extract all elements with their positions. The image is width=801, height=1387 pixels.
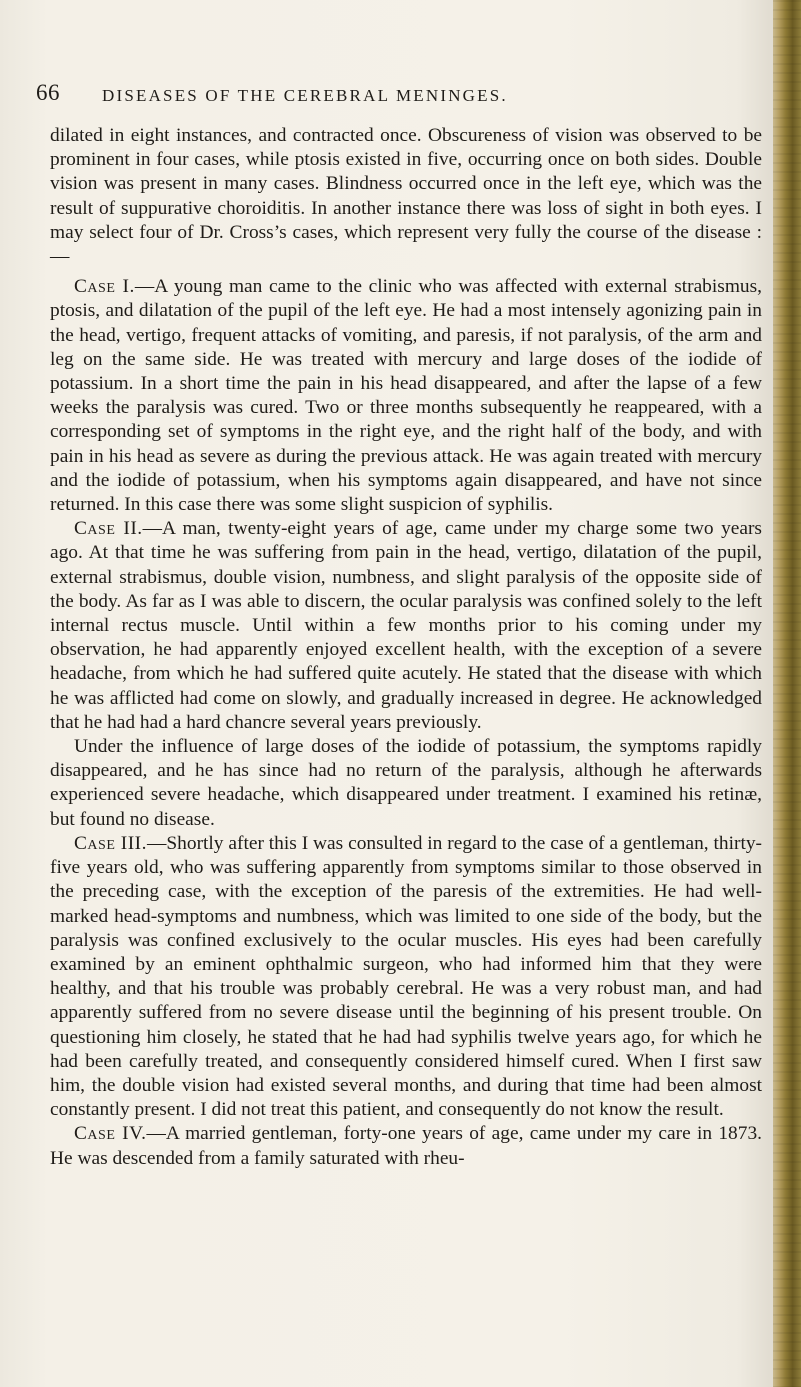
- paragraph-case-2-continued: [50, 735, 762, 832]
- page-number: 66: [36, 80, 60, 105]
- case-2-continued-text: Under the influence of large doses of the iodide of potassium, the symptoms rapidly disappeared, and he has since had no return of the paralysis, although he afterwards experienced severe headache, which disappeared under treatment. I examined his retinæ, but found no disease.: [50, 736, 762, 830]
- book-spine-edge: [773, 0, 801, 1387]
- paragraph-case-4: [50, 1122, 762, 1170]
- paragraph-case-2: [50, 517, 762, 735]
- case-1-text: —A young man came to the clinic who was affected with external strabismus, ptosis, and dilatation of the pupil of the left eye. He had a most intensely agonizing pain in the head, vertigo, frequent attacks of vomiting, and paresis, if not paralysis, of the arm and leg on the same side. He was treated with mercury and large doses of the iodide of potassium. In a short time the pain in his head disappeared, and after the lapse of a few weeks the paralysis was cured. Two or three months subsequently he reappeared, with a corresponding set of symptoms in the right eye, and the right half of the body, and with pain in his head as severe as during the previous attack. He was again treated with mercury and the iodide of potassium, when his symptoms again disappeared, and have not since returned. In this case there was some slight suspicion of syphilis.: [50, 276, 762, 516]
- paragraph-intro: [50, 124, 762, 269]
- case-1-label: Case I.: [74, 276, 135, 298]
- body-text: [50, 124, 762, 1171]
- page-header: [36, 80, 756, 110]
- case-4-text: —A married gentleman, forty-one years of age, came under my care in 1873. He was descended from a family saturated with rheu-: [50, 1123, 762, 1169]
- case-2-label: Case II.: [74, 518, 143, 540]
- paragraph-case-1: [50, 275, 762, 517]
- paragraph-intro-text: dilated in eight instances, and contracted once. Obscureness of vision was observed to be prominent in four cases, while ptosis existed in five, occurring once on both sides. Double vision was present in many cases. Blindness occurred once in the left eye, which was the result of suppurative choroiditis. In another instance there was loss of sight in both eyes. I may select four of Dr. Cross’s cases, which represent very fully the course of the disease :—: [50, 125, 762, 268]
- case-4-label: Case IV.: [74, 1123, 147, 1145]
- case-3-label: Case III.: [74, 832, 147, 854]
- running-head: DISEASES OF THE CEREBRAL MENINGES.: [102, 86, 508, 105]
- case-3-text: —Shortly after this I was consulted in regard to the case of a gentleman, thirty-five years old, who was suffering apparently from symptoms similar to those observed in the preceding case, with the exception of the paresis of the extremities. He had well-marked head-symptoms and numbness, which was limited to one side of the body, but the paralysis was confined exclusively to the ocular muscles. His eyes had been carefully examined by an eminent ophthalmic surgeon, who had informed him that they were healthy, and that his trouble was probably cerebral. He was a very robust man, and had apparently suffered from no severe disease until the beginning of his present trouble. On questioning him closely, he stated that he had had syphilis twelve years ago, for which he had been carefully treated, and consequently considered himself cured. When I first saw him, the double vision had existed several months, and during that time had been almost constantly present. I did not treat this patient, and consequently do not know the result.: [50, 832, 762, 1121]
- case-2-text: —A man, twenty-eight years of age, came under my charge some two years ago. At that time he was suffering from pain in the head, vertigo, dilatation of the pupil, external strabismus, double vision, numbness, and slight paralysis of the opposite side of the body. As far as I was able to discern, the ocular paralysis was confined solely to the left internal rectus muscle. Until within a few months prior to his coming under my observation, he had apparently enjoyed excellent health, with the exception of a severe headache, from which he had suffered quite acutely. He stated that the disease with which he was afflicted had come on slowly, and gradually increased in degree. He acknowledged that he had had a hard chancre several years previously.: [50, 518, 762, 733]
- paragraph-case-3: [50, 832, 762, 1122]
